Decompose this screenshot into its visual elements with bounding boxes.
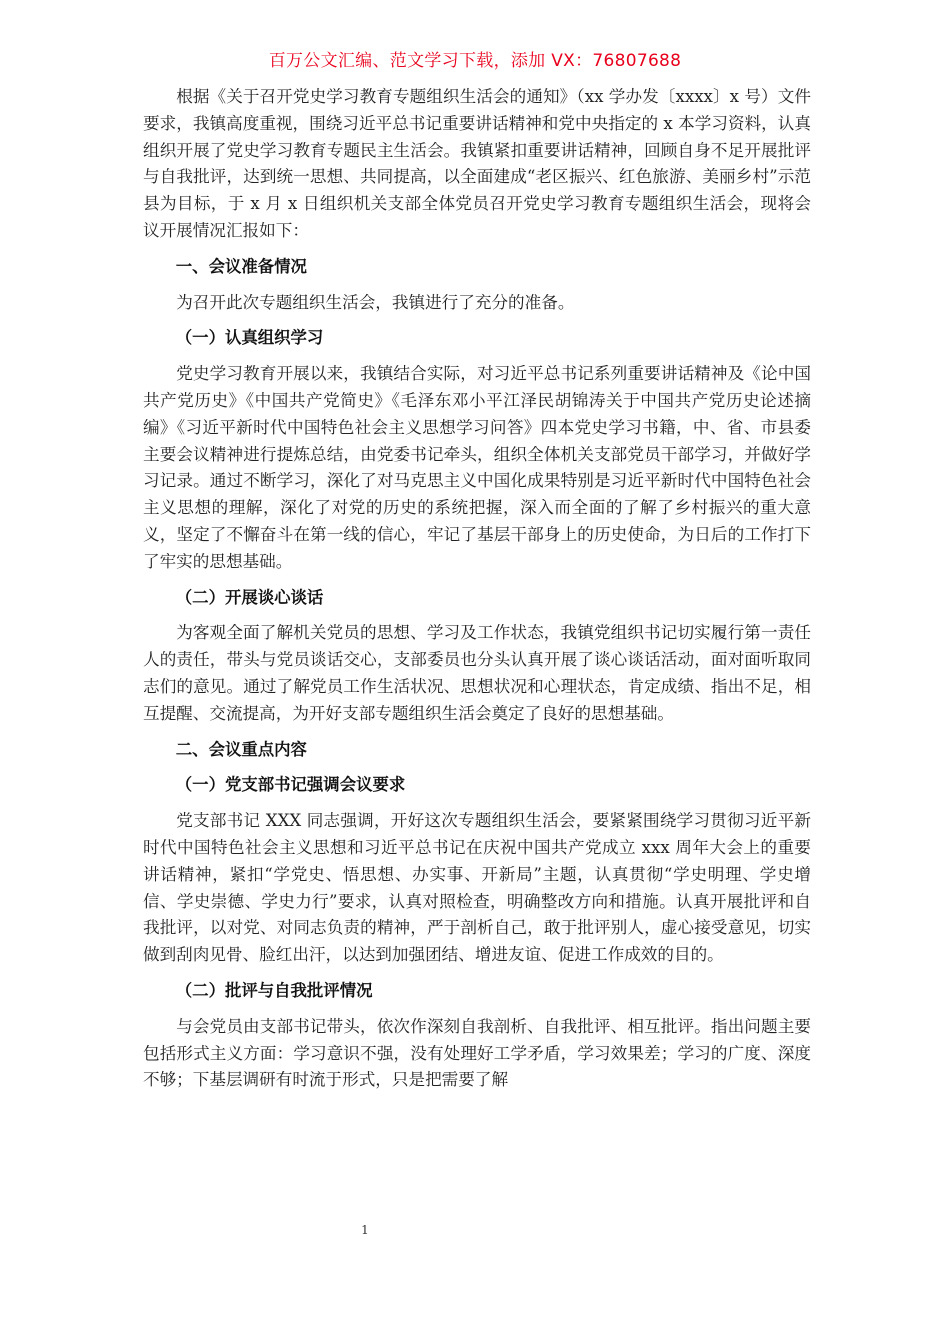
document-body (143, 84, 811, 1094)
section-1-sub-2-text: 为客观全面了解机关党员的思想、学习及工作状态，我镇党组织书记切实履行第一责任人的责任，带头与党员谈话交心，支部委员也分头认真开展了谈心谈话活动，面对面听取同志们的意见。通过了解党员工作生活状况、思想状况和心理状态，肯定成绩、指出不足，相互提醒、交流提高，为开好支部专题组织生活会奠定了良好的思想基础。 (143, 623, 811, 723)
section-2-sub-2-heading: （二）批评与自我批评情况 (175, 980, 373, 1000)
section-1-sub-1-text: 党史学习教育开展以来，我镇结合实际，对习近平总书记系列重要讲话精神及《论中国共产党历史》《中国共产党简史》《毛泽东邓小平江泽民胡锦涛关于中国共产党历史论述摘编》《习近平新时代中国特色社会主义思想学习问答》四本党史学习书籍，中、省、市县委主要会议精神进行提炼总结，由党委书记牵头，组织全体机关支部党员干部学习，并做好学习记录。通过不断学习，深化了对马克思主义中国化成果特别是习近平新时代中国特色社会主义思想的理解，深化了对党的历史的系统把握，深入而全面的了解了乡村振兴的重大意义，坚定了不懈奋斗在第一线的信心，牢记了基层干部身上的历史使命，为日后的工作打下了牢实的思想基础。 (143, 364, 811, 571)
section-2-sub-2-text: 与会党员由支部书记带头，依次作深刻自我剖析、自我批评、相互批评。指出问题主要包括形式主义方面：学习意识不强，没有处理好工学矛盾，学习效果差；学习的广度、深度不够；下基层调研有时流于形式，只是把需要了解 (143, 1016, 811, 1090)
section-2-sub-1-text: 党支部书记 XXX 同志强调，开好这次专题组织生活会，要紧紧围绕学习贯彻习近平新时代中国特色社会主义思想和习近平总书记在庆祝中国共产党成立 xxx 周年大会上的重要讲话精神，紧扣“学党史、悟思想、办实事、开新局”主题，认真贯彻“学史明理、学史增信、学史崇德、学史力行”要求，认真对照检查，明确整改方向和措施。认真开展批评和自我批评，以对党、对同志负责的精神，严于剖析自己，敢于批评别人，虚心接受意见，切实做到刮肉见骨、脸红出汗，以达到加强团结、增进友谊、促进工作成效的目的。 (143, 811, 811, 965)
section-1-sub-2-heading: （二）开展谈心谈话 (175, 587, 324, 607)
section-1-intro: 为召开此次专题组织生活会，我镇进行了充分的准备。 (176, 292, 575, 312)
page-number: 1 (361, 1223, 369, 1237)
section-1-heading: 一、会议准备情况 (175, 256, 307, 276)
section-2-sub-1-heading: （一）党支部书记强调会议要求 (175, 775, 406, 795)
promo-header: 百万公文汇编、范文学习下载，添加 VX：76807688 (268, 51, 682, 71)
section-1-sub-1-heading: （一）认真组织学习 (175, 328, 324, 348)
section-2-heading: 二、会议重点内容 (175, 739, 307, 759)
intro-paragraph: 根据《关于召开党史学习教育专题组织生活会的通知》（xx 学办发〔xxxx〕x 号）文件要求，我镇高度重视，围绕习近平总书记重要讲话精神和党中央指定的 x 本学习资料，认真组织开展了党史学习教育专题民主生活会。我镇紧扣重要讲话精神，回顾自身不足开展批评与自我批评，达到统一思想、共同提高，以全面建成“老区振兴、红色旅游、美丽乡村”示范县为目标，于 x 月 x 日组织机关支部全体党员召开党史学习教育专题组织生活会，现将会议开展情况汇报如下： (143, 87, 811, 240)
